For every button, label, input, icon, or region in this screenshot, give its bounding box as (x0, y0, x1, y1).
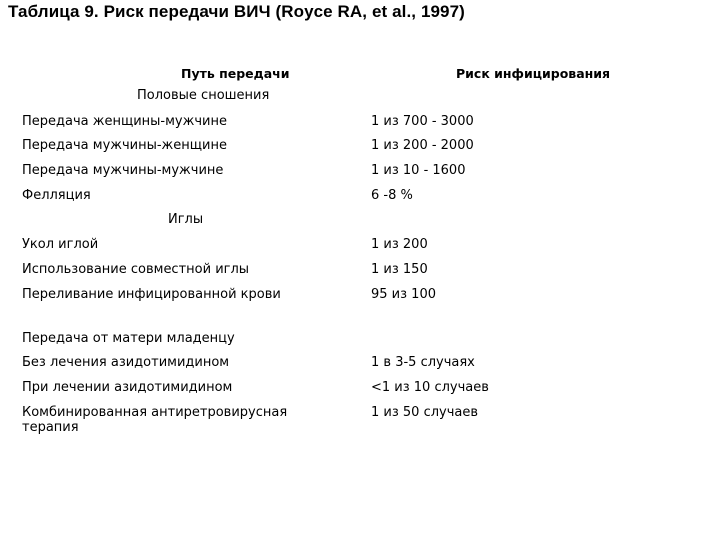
table-title: Таблица 9. Риск передачи ВИЧ (Royce RA, et al., 1997) (8, 2, 465, 21)
section-label-sexual: Половые сношения (137, 88, 270, 103)
section-label-mother-child: Передача от матери младенцу (22, 331, 235, 346)
route-cell: При лечении азидотимидином (22, 380, 233, 395)
risk-cell: 1 из 700 - 3000 (371, 114, 474, 129)
risk-cell: 95 из 100 (371, 287, 436, 302)
route-cell: Передача мужчины-женщине (22, 138, 227, 153)
risk-cell: 1 в 3-5 случаях (371, 355, 475, 370)
route-cell: Использование совместной иглы (22, 262, 250, 277)
route-cell: Комбинированная антиретровирусная терапия (22, 405, 288, 435)
route-cell: Переливание инфицированной крови (22, 287, 281, 302)
risk-cell: 1 из 200 (371, 237, 428, 252)
route-cell: Передача мужчины-мужчине (22, 163, 224, 178)
route-cell: Без лечения азидотимидином (22, 355, 230, 370)
column-header-risk: Риск инфицирования (456, 66, 611, 81)
risk-cell: 1 из 200 - 2000 (371, 138, 474, 153)
risk-cell: 1 из 10 - 1600 (371, 163, 466, 178)
route-cell: Укол иглой (22, 237, 99, 252)
risk-cell: 1 из 150 (371, 262, 428, 277)
route-cell: Передача женщины-мужчине (22, 114, 227, 129)
route-cell: Фелляция (22, 188, 91, 203)
section-label-needles: Иглы (168, 212, 204, 227)
risk-cell: 6 -8 % (371, 188, 413, 203)
column-header-route: Путь передачи (181, 66, 290, 81)
risk-cell: <1 из 10 случаев (371, 380, 489, 395)
risk-cell: 1 из 50 случаев (371, 405, 479, 420)
